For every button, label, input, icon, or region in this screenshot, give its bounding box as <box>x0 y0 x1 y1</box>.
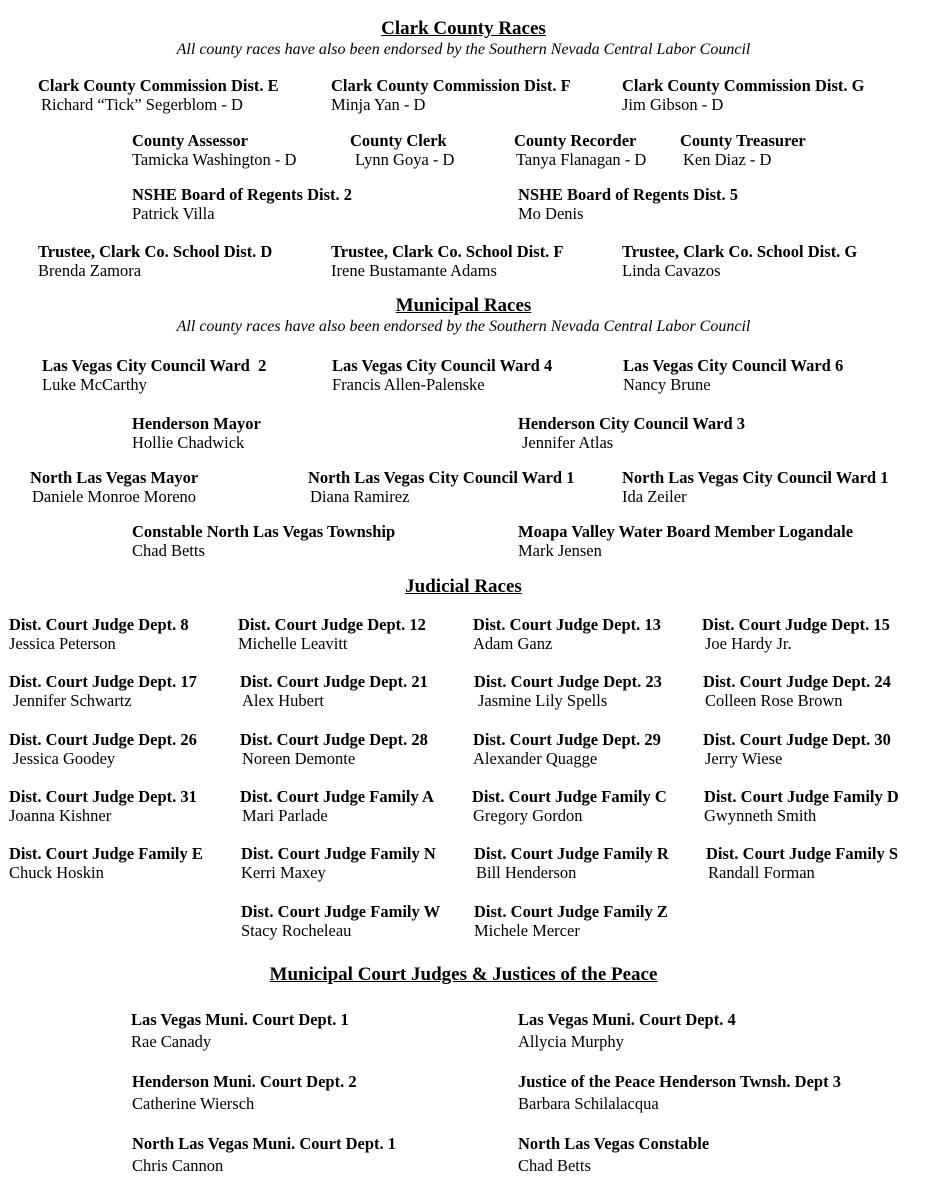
race-office: Henderson Muni. Court Dept. 2 <box>132 1072 357 1091</box>
race-candidate: Irene Bustamante Adams <box>331 261 497 280</box>
race-office: Dist. Court Judge Family C <box>472 787 667 806</box>
race-office: Las Vegas Muni. Court Dept. 1 <box>131 1010 349 1029</box>
race-lv-muni-dept-1 <box>131 1010 349 1051</box>
race-candidate: Joanna Kishner <box>9 806 112 825</box>
race-office: Trustee, Clark Co. School Dist. G <box>622 242 858 261</box>
race-office: Moapa Valley Water Board Member Logandale <box>518 522 854 541</box>
race-office: Dist. Court Judge Dept. 21 <box>240 672 428 691</box>
race-candidate: Jerry Wiese <box>705 749 783 768</box>
race-nlv-muni-dept-1 <box>132 1134 396 1175</box>
race-candidate: Jasmine Lily Spells <box>478 691 608 710</box>
race-candidate: Allycia Murphy <box>518 1032 624 1051</box>
race-henderson-muni-dept-2 <box>132 1072 357 1113</box>
race-candidate: Jessica Peterson <box>9 634 116 653</box>
race-office: Dist. Court Judge Dept. 23 <box>474 672 662 691</box>
race-candidate: Rae Canady <box>131 1032 212 1051</box>
race-office: North Las Vegas City Council Ward 1 <box>308 468 575 487</box>
race-candidate: Barbara Schilalacqua <box>518 1094 659 1113</box>
race-clark-commission-e <box>38 76 279 114</box>
race-judge-dept-15 <box>702 615 890 653</box>
clark-county-note: All county races have also been endorsed by the Southern Nevada Central Labor Council <box>176 41 751 58</box>
race-candidate: Chad Betts <box>132 541 205 560</box>
race-trustee-d <box>38 242 272 280</box>
race-office: Dist. Court Judge Dept. 30 <box>703 730 891 749</box>
race-judge-dept-31 <box>9 787 197 825</box>
race-candidate: Brenda Zamora <box>38 261 142 280</box>
race-candidate: Ida Zeiler <box>622 487 687 506</box>
race-office: Clark County Commission Dist. E <box>38 76 279 95</box>
race-office: North Las Vegas Constable <box>518 1134 710 1153</box>
race-county-treasurer <box>680 131 806 169</box>
race-office: Dist. Court Judge Family S <box>706 844 899 863</box>
race-office: County Treasurer <box>680 131 806 150</box>
race-candidate: Kerri Maxey <box>241 863 326 882</box>
race-candidate: Mari Parlade <box>242 806 328 825</box>
race-office: Constable North Las Vegas Township <box>132 522 396 541</box>
race-office: Dist. Court Judge Dept. 26 <box>9 730 197 749</box>
race-judge-family-r <box>474 844 669 882</box>
race-candidate: Gwynneth Smith <box>704 806 817 825</box>
race-judge-dept-12 <box>238 615 426 653</box>
race-office: Henderson City Council Ward 3 <box>518 414 746 433</box>
race-judge-family-s <box>706 844 898 882</box>
race-candidate: Joe Hardy Jr. <box>705 634 792 653</box>
race-nlv-ward-1-zeiler <box>622 468 888 506</box>
race-office: Dist. Court Judge Dept. 28 <box>240 730 428 749</box>
race-candidate: Tanya Flanagan - D <box>516 150 647 169</box>
race-office: County Assessor <box>132 131 248 150</box>
race-candidate: Francis Allen-Palenske <box>332 375 485 394</box>
race-office: Dist. Court Judge Dept. 24 <box>703 672 891 691</box>
race-judge-dept-24 <box>703 672 891 710</box>
race-candidate: Tamicka Washington - D <box>132 150 297 169</box>
race-judge-dept-8 <box>9 615 189 653</box>
race-office: NSHE Board of Regents Dist. 2 <box>132 185 353 204</box>
race-candidate: Ken Diaz - D <box>683 150 772 169</box>
race-county-recorder <box>514 131 646 169</box>
race-office: Las Vegas City Council Ward 2 <box>42 356 267 375</box>
race-office: Dist. Court Judge Dept. 29 <box>473 730 661 749</box>
race-judge-dept-28 <box>240 730 428 768</box>
race-candidate: Chris Cannon <box>132 1156 224 1175</box>
race-office: Dist. Court Judge Dept. 12 <box>238 615 426 634</box>
race-county-clerk <box>350 131 454 169</box>
race-candidate: Adam Ganz <box>473 634 553 653</box>
race-candidate: Lynn Goya - D <box>355 150 455 169</box>
race-candidate: Alexander Quagge <box>473 749 598 768</box>
race-clark-commission-f <box>331 76 571 114</box>
race-office: Dist. Court Judge Dept. 8 <box>9 615 189 634</box>
race-henderson-ward-3 <box>518 414 745 452</box>
race-candidate: Gregory Gordon <box>473 806 583 825</box>
race-judge-dept-23 <box>474 672 662 710</box>
race-nlv-constable <box>518 1134 709 1175</box>
race-office: Henderson Mayor <box>132 414 261 433</box>
race-judge-dept-26 <box>9 730 197 768</box>
race-office: Justice of the Peace Henderson Twnsh. Dept 3 <box>518 1072 841 1091</box>
race-candidate: Chad Betts <box>518 1156 591 1175</box>
race-office: Dist. Court Judge Family R <box>474 844 669 863</box>
race-office: Las Vegas Muni. Court Dept. 4 <box>518 1010 736 1029</box>
race-office: NSHE Board of Regents Dist. 5 <box>518 185 739 204</box>
race-candidate: Mark Jensen <box>518 541 602 560</box>
race-candidate: Hollie Chadwick <box>132 433 245 452</box>
race-lv-ward-2 <box>42 356 266 394</box>
race-office: County Clerk <box>350 131 447 150</box>
judicial-races-title: Judicial Races <box>405 576 522 597</box>
race-office: Las Vegas City Council Ward 4 <box>332 356 553 375</box>
race-candidate: Alex Hubert <box>242 691 325 710</box>
race-moapa-water-board <box>518 522 853 560</box>
race-candidate: Jennifer Atlas <box>522 433 614 452</box>
race-jp-henderson-dept-3 <box>518 1072 841 1113</box>
race-judge-dept-13 <box>473 615 661 653</box>
race-candidate: Randall Forman <box>708 863 815 882</box>
municipal-races-title: Municipal Races <box>395 295 532 316</box>
race-candidate: Jim Gibson - D <box>622 95 724 114</box>
municipal-races-note: All county races have also been endorsed by the Southern Nevada Central Labor Council <box>176 318 751 335</box>
race-candidate: Bill Henderson <box>476 863 577 882</box>
race-candidate: Colleen Rose Brown <box>705 691 843 710</box>
race-office: Trustee, Clark Co. School Dist. F <box>331 242 564 261</box>
race-office: Trustee, Clark Co. School Dist. D <box>38 242 273 261</box>
race-judge-family-c <box>472 787 667 825</box>
race-nlv-mayor <box>30 468 198 506</box>
race-candidate: Catherine Wiersch <box>132 1094 255 1113</box>
race-office: Clark County Commission Dist. F <box>331 76 571 95</box>
race-candidate: Mo Denis <box>518 204 584 223</box>
race-lv-ward-6 <box>623 356 843 394</box>
race-candidate: Nancy Brune <box>623 375 711 394</box>
race-candidate: Jessica Goodey <box>13 749 116 768</box>
race-office: County Recorder <box>514 131 637 150</box>
race-judge-dept-29 <box>473 730 661 768</box>
race-office: Dist. Court Judge Dept. 13 <box>473 615 661 634</box>
race-nlv-ward-1-ramirez <box>308 468 574 506</box>
race-judge-family-a <box>240 787 434 825</box>
race-judge-family-z <box>474 902 668 940</box>
race-lv-ward-4 <box>332 356 552 394</box>
race-trustee-g <box>622 242 857 280</box>
race-candidate: Richard “Tick” Segerblom - D <box>41 95 243 114</box>
race-trustee-f <box>331 242 564 280</box>
race-judge-family-n <box>241 844 436 882</box>
race-office: Dist. Court Judge Dept. 15 <box>702 615 890 634</box>
race-judge-family-e <box>9 844 203 882</box>
race-nshe-regents-5 <box>518 185 738 223</box>
race-judge-dept-17 <box>9 672 197 710</box>
race-office: Dist. Court Judge Dept. 17 <box>9 672 197 691</box>
race-henderson-mayor <box>132 414 261 452</box>
race-candidate: Daniele Monroe Moreno <box>32 487 197 506</box>
race-candidate: Michelle Leavitt <box>238 634 348 653</box>
clark-county-title: Clark County Races <box>381 18 546 39</box>
race-candidate: Linda Cavazos <box>622 261 721 280</box>
race-candidate: Diana Ramirez <box>310 487 410 506</box>
race-candidate: Chuck Hoskin <box>9 863 104 882</box>
race-candidate: Minja Yan - D <box>331 95 426 114</box>
race-office: North Las Vegas Muni. Court Dept. 1 <box>132 1134 397 1153</box>
race-county-assessor <box>132 131 296 169</box>
race-office: Dist. Court Judge Family W <box>241 902 441 921</box>
race-office: Dist. Court Judge Dept. 31 <box>9 787 197 806</box>
race-candidate: Luke McCarthy <box>42 375 147 394</box>
race-judge-family-d <box>704 787 899 825</box>
race-office: North Las Vegas Mayor <box>30 468 199 487</box>
race-office: Dist. Court Judge Family A <box>240 787 434 806</box>
race-judge-family-w <box>241 902 440 940</box>
race-clark-commission-g <box>622 76 864 114</box>
race-nshe-regents-2 <box>132 185 352 223</box>
race-office: Dist. Court Judge Family D <box>704 787 899 806</box>
race-office: Las Vegas City Council Ward 6 <box>623 356 844 375</box>
race-candidate: Patrick Villa <box>132 204 215 223</box>
race-candidate: Jennifer Schwartz <box>13 691 132 710</box>
race-office: Clark County Commission Dist. G <box>622 76 865 95</box>
race-candidate: Michele Mercer <box>474 921 580 940</box>
muni-court-title: Municipal Court Judges & Justices of the Peace <box>269 964 658 985</box>
race-judge-dept-21 <box>240 672 428 710</box>
race-lv-muni-dept-4 <box>518 1010 736 1051</box>
race-office: North Las Vegas City Council Ward 1 <box>622 468 889 487</box>
race-candidate: Noreen Demonte <box>242 749 356 768</box>
race-office: Dist. Court Judge Family E <box>9 844 203 863</box>
race-office: Dist. Court Judge Family N <box>241 844 436 863</box>
race-nlv-constable-township <box>132 522 395 560</box>
race-judge-dept-30 <box>703 730 891 768</box>
race-candidate: Stacy Rocheleau <box>241 921 352 940</box>
race-office: Dist. Court Judge Family Z <box>474 902 668 921</box>
